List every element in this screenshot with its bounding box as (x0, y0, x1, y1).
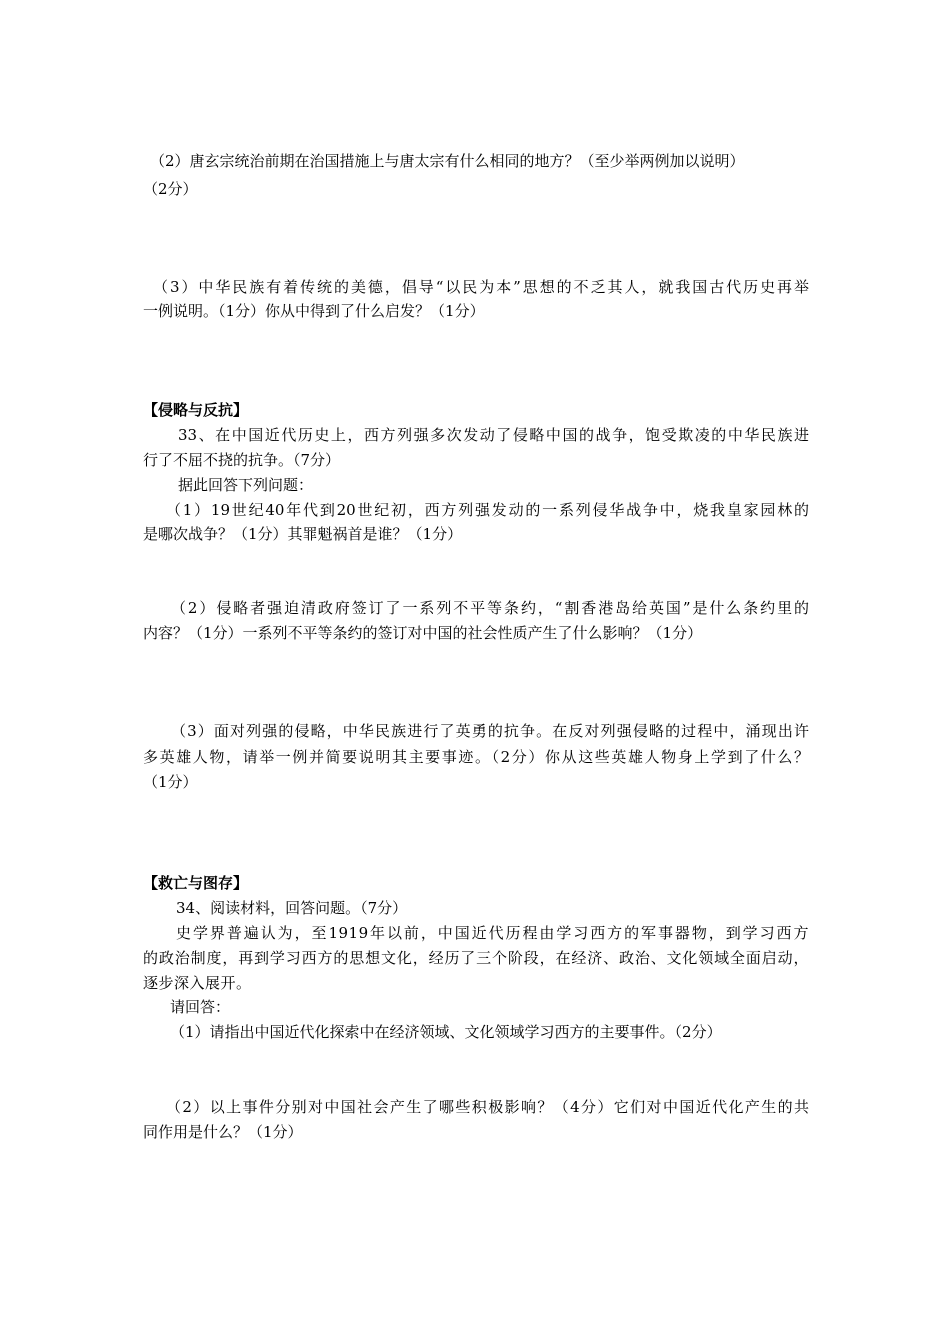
question-33-intro-line-1: 33、在中国近代历史上，西方列强多次发动了侵略中国的战争，饱受欺凌的中华民族进 (178, 426, 809, 444)
question-33-3-line-1: （3）面对列强的侵略，中华民族进行了英勇的抗争。在反对列强侵略的过程中，涌现出许 (171, 722, 809, 740)
question-33-2-line-2: 内容？（1分）一系列不平等条约的签订对中国的社会性质产生了什么影响？（1分） (143, 624, 703, 642)
question-34-prompt: 请回答： (170, 998, 231, 1016)
question-3-line-1: （3）中华民族有着传统的美德，倡导“以民为本”思想的不乏其人，就我国古代历史再举 (153, 278, 809, 296)
question-34-intro: 34、阅读材料，回答问题。（7分） (176, 899, 408, 917)
section-heading-salvation-survival: 【救亡与图存】 (143, 874, 249, 892)
question-33-1-line-1: （1）19世纪40年代到20世纪初，西方列强发动的一系列侵华战争中，烧我皇家园林的 (166, 501, 809, 519)
section-heading-invasion-resistance: 【侵略与反抗】 (143, 401, 249, 419)
question-33-1-line-2: 是哪次战争？（1分）其罪魁祸首是谁？（1分） (143, 525, 463, 543)
question-34-2-line-2: 同作用是什么？（1分） (143, 1123, 303, 1141)
material-line-2: 的政治制度，再到学习西方的思想文化，经历了三个阶段，在经济、政治、文化领域全面启动， (143, 949, 809, 967)
question-33-prompt: 据此回答下列问题： (178, 476, 314, 494)
question-33-3-line-2: 多英雄人物，请举一例并简要说明其主要事迹。（2分）你从这些英雄人物身上学到了什么？ (143, 748, 809, 766)
question-33-2-line-1: （2）侵略者强迫清政府签订了一系列不平等条约，“割香港岛给英国”是什么条约里的 (171, 599, 809, 617)
question-34-1: （1）请指出中国近代化探索中在经济领域、文化领域学习西方的主要事件。（2分） (170, 1023, 722, 1041)
question-34-2-line-1: （2）以上事件分别对中国社会产生了哪些积极影响？（4分）它们对中国近代化产生的共 (166, 1098, 809, 1116)
question-2-line-1: （2）唐玄宗统治前期在治国措施上与唐太宗有什么相同的地方？（至少举两例加以说明） (150, 152, 745, 170)
question-33-3-line-3: （1分） (143, 773, 198, 791)
question-2-line-2: （2分） (143, 180, 198, 198)
question-33-intro-line-2: 行了不屈不挠的抗争。（7分） (143, 451, 341, 469)
material-line-1: 史学界普遍认为，至1919年以前，中国近代历程由学习西方的军事器物，到学习西方 (176, 924, 809, 942)
material-line-3: 逐步深入展开。 (143, 974, 252, 992)
question-3-line-2: 一例说明。（1分）你从中得到了什么启发？（1分） (143, 302, 485, 320)
